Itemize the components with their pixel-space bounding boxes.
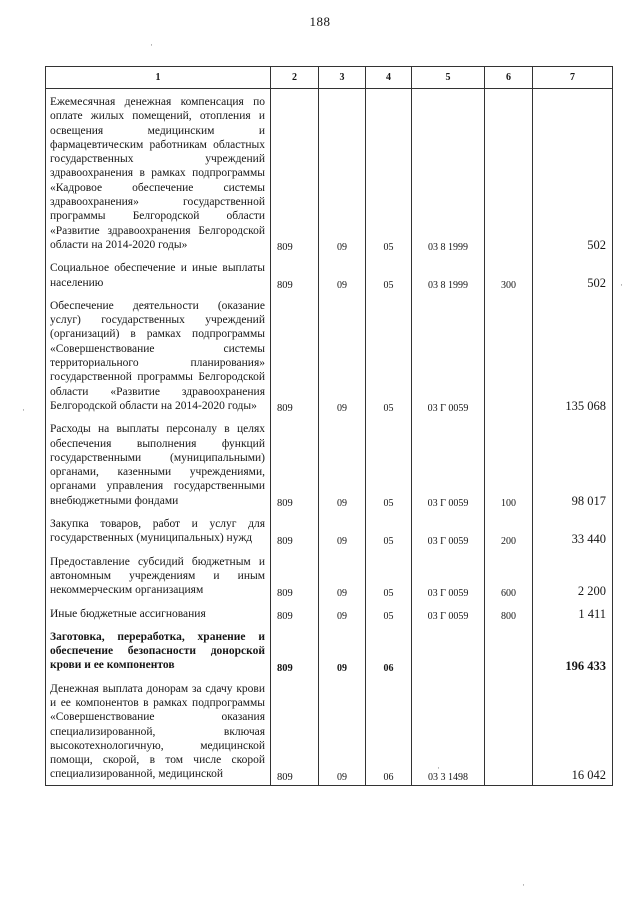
column-header-section: 3 [319, 67, 366, 89]
row-section: 09 [319, 553, 366, 601]
column-header-target-item: 5 [412, 67, 485, 89]
row-section: 09 [319, 515, 366, 549]
column-header-name: 1 [46, 67, 271, 89]
column-header-amount: 7 [533, 67, 613, 89]
row-expense-type [485, 628, 533, 676]
row-amount: 2 200 [533, 553, 613, 601]
row-subsection: 05 [366, 259, 412, 293]
row-grbs: 809 [271, 553, 319, 601]
row-grbs: 809 [271, 628, 319, 676]
row-section: 09 [319, 680, 366, 786]
row-name: Расходы на выплаты персоналу в целях обеспечения выполнения функций государственными (муниципальными) органами, казенными учреждениями, органами управления государственными внебюджетными фондами [46, 420, 271, 511]
row-target-item: 03 Г 0059 [412, 553, 485, 601]
row-grbs: 809 [271, 93, 319, 255]
row-target-item: 03 3 1498 [412, 680, 485, 786]
row-name: Денежная выплата донорам за сдачу крови и ее компонентов в рамках подпрограммы «Совершенствование оказания специализированной, включая высокотехнологичную, медицинской помощи, скорой, в том числе скорой специализированной, медицинской [46, 680, 271, 786]
row-subsection: 05 [366, 93, 412, 255]
scan-speck: · [522, 880, 525, 890]
row-subsection: 05 [366, 515, 412, 549]
row-target-item: 03 8 1999 [412, 259, 485, 293]
table-row [46, 259, 613, 293]
row-section: 09 [319, 297, 366, 416]
row-name: Ежемесячная денежная компенсация по оплате жилых помещений, отопления и освещения медицинским и фармацевтическим работникам областных государственных учреждений здравоохранения в рамках подпрограммы «Кадровое обеспечение системы здравоохранения» государственной программы Белгородской области «Развитие здравоохранения Белгородской области на 2014-2020 годы» [46, 93, 271, 255]
row-subsection: 05 [366, 420, 412, 511]
table-row [46, 553, 613, 601]
column-header-grbs: 2 [271, 67, 319, 89]
budget-table [45, 66, 613, 786]
row-expense-type: 200 [485, 515, 533, 549]
row-subsection: 05 [366, 553, 412, 601]
scan-speck: · [150, 40, 153, 50]
row-name: Закупка товаров, работ и услуг для государственных (муниципальных) нужд [46, 515, 271, 549]
row-grbs: 809 [271, 605, 319, 624]
row-grbs: 809 [271, 297, 319, 416]
row-amount: 502 [533, 259, 613, 293]
row-section: 09 [319, 259, 366, 293]
row-grbs: 809 [271, 680, 319, 786]
row-subsection: 05 [366, 605, 412, 624]
row-subsection: 06 [366, 680, 412, 786]
table-row [46, 420, 613, 511]
row-amount: 33 440 [533, 515, 613, 549]
column-header-expense-type: 6 [485, 67, 533, 89]
row-expense-type: 600 [485, 553, 533, 601]
table-row [46, 605, 613, 624]
row-target-item [412, 628, 485, 676]
row-expense-type [485, 93, 533, 255]
row-grbs: 809 [271, 515, 319, 549]
column-header-subsection: 4 [366, 67, 412, 89]
row-target-item: 03 8 1999 [412, 93, 485, 255]
table-row [46, 297, 613, 416]
row-grbs: 809 [271, 259, 319, 293]
row-section: 09 [319, 420, 366, 511]
row-name: Обеспечение деятельности (оказание услуг) государственных учреждений (организаций) в рамках подпрограммы «Совершенствование системы территориального планирования» государственной программы Белгородской области «Развитие здравоохранения Белгородской области на 2014-2020 годы» [46, 297, 271, 416]
row-section: 09 [319, 93, 366, 255]
row-amount: 135 068 [533, 297, 613, 416]
scan-speck: · [22, 405, 25, 415]
row-name: Социальное обеспечение и иные выплаты населению [46, 259, 271, 293]
row-section: 09 [319, 605, 366, 624]
table-header-row [46, 67, 613, 89]
table-row-subtotal [46, 628, 613, 676]
row-amount: 502 [533, 93, 613, 255]
row-subsection: 06 [366, 628, 412, 676]
table-row [46, 93, 613, 255]
row-amount: 16 042 [533, 680, 613, 786]
row-subsection: 05 [366, 297, 412, 416]
row-target-item: 03 Г 0059 [412, 515, 485, 549]
row-expense-type [485, 680, 533, 786]
row-amount: 98 017 [533, 420, 613, 511]
row-amount: 196 433 [533, 628, 613, 676]
row-name: Заготовка, переработка, хранение и обеспечение безопасности донорской крови и ее компонентов [46, 628, 271, 676]
row-target-item: 03 Г 0059 [412, 420, 485, 511]
row-name: Предоставление субсидий бюджетным и автономным учреждениям и иным некоммерческим организациям [46, 553, 271, 601]
row-target-item: 03 Г 0059 [412, 297, 485, 416]
page-number: 188 [309, 14, 331, 29]
row-expense-type: 100 [485, 420, 533, 511]
row-expense-type [485, 297, 533, 416]
table-row [46, 515, 613, 549]
row-amount: 1 411 [533, 605, 613, 624]
row-name: Иные бюджетные ассигнования [46, 605, 271, 624]
scan-speck: · [620, 280, 623, 290]
row-section: 09 [319, 628, 366, 676]
row-expense-type: 300 [485, 259, 533, 293]
row-grbs: 809 [271, 420, 319, 511]
row-expense-type: 800 [485, 605, 533, 624]
scan-speck: · [437, 763, 440, 773]
row-target-item: 03 Г 0059 [412, 605, 485, 624]
table-row [46, 680, 613, 786]
